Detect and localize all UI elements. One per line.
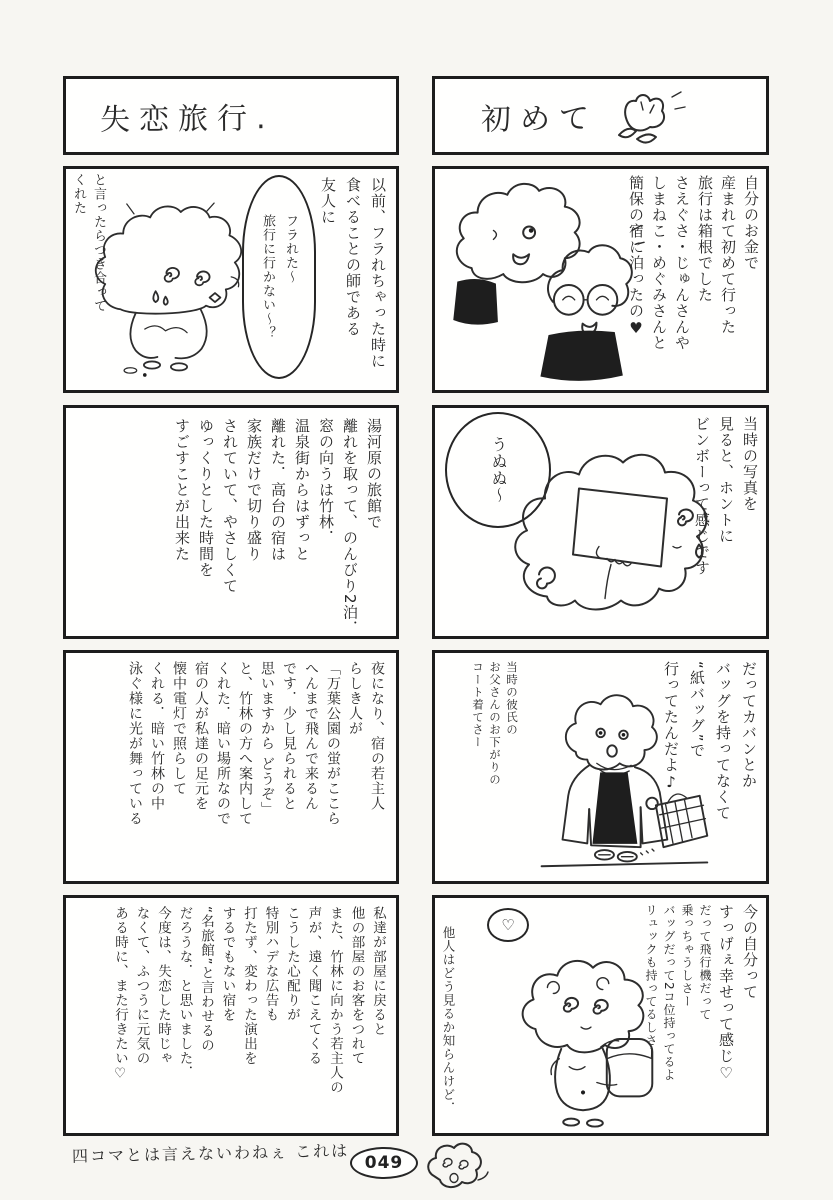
text-column: コート着てさー <box>471 661 485 749</box>
text-column: 家族だけで切り盛り <box>245 418 263 562</box>
panel-heartbreak-3 <box>63 650 399 884</box>
text-column: 旅行に行かない〜？ <box>260 214 275 340</box>
text-column: です．少し見られると <box>281 661 297 811</box>
paper-bag-kid-drawing <box>513 681 713 881</box>
heart-icon: ♡ <box>501 916 515 934</box>
text-column: 打たず、変わった演出を <box>241 906 257 1066</box>
photo-viewer-drawing <box>487 424 757 624</box>
text-column: ビンボーって感じです <box>693 416 711 576</box>
text-column: 当時の写真を <box>741 416 759 512</box>
text-column: 窓の向うは竹林． <box>317 418 335 546</box>
text-column: ゆっくりとした時間を <box>197 418 215 578</box>
tulip-icon <box>614 89 684 143</box>
panel-l2-narration <box>170 418 386 637</box>
text-column: と言ったらつき合って <box>91 173 106 313</box>
panel-l1-bubble-text <box>256 214 302 340</box>
text-column: お父さんのお下がりの <box>488 661 502 786</box>
panel-heartbreak-4 <box>63 895 399 1136</box>
text-column: くれる．暗い竹林の中 <box>149 661 165 811</box>
text-column: “名旅館”と言わせるの <box>198 906 214 1053</box>
text-column: 他の部屋のお客をつれて <box>348 906 365 1066</box>
text-column: だって飛行機だって <box>698 904 712 1021</box>
page-number: 049 <box>364 1153 404 1173</box>
text-column: 特別ハデな広告も <box>262 906 279 1022</box>
panel-firsttrip-3 <box>432 650 769 884</box>
text-column: 友人に <box>319 177 337 225</box>
text-column: 簡保の宿に泊ったの♥ <box>627 175 645 338</box>
text-column: バッグを持ってなくて <box>714 661 732 821</box>
text-column: バッグだって2コ位持ってるよ <box>662 904 676 1082</box>
panel-heartbreak-1 <box>63 166 399 393</box>
text-column: 見ると、ホントに <box>717 416 735 544</box>
text-column: 泳ぐ様に光が舞っている <box>127 661 143 826</box>
text-column: くれた <box>71 173 86 215</box>
text-column: 行ってたんだよ♪ <box>662 661 680 792</box>
text-column: と、竹林の方へ案内して <box>237 661 253 826</box>
text-column: 懐中電灯で照らして <box>171 661 187 796</box>
text-column: フラれた〜 <box>283 214 298 284</box>
panel-firsttrip-4 <box>432 895 769 1136</box>
text-column: こうした心配りが <box>284 906 300 1022</box>
text-column: 今度は、失恋した時じゃ <box>155 906 171 1066</box>
text-column: 湯河原の旅館で <box>365 418 383 530</box>
text-column: さえぐさ・じゅんさんや <box>673 175 691 351</box>
text-column: 当時の彼氏の <box>505 661 519 736</box>
text-column: 旅行は箱根でした <box>696 175 714 303</box>
title-box-left <box>63 76 399 155</box>
text-column: 宿の人が私達の足元を <box>193 661 209 811</box>
text-column: 夜になり、宿の若主人 <box>369 661 385 811</box>
text-column: するでもない宿を <box>219 906 236 1022</box>
text-column: されていて、やさしくて <box>221 418 239 594</box>
text-column: 離れた．高台の宿は <box>269 418 287 562</box>
page-number-badge <box>350 1147 418 1179</box>
text-column: 今の自分って <box>741 904 759 1000</box>
text-column: 「万葉公園の蛍がここら <box>325 661 341 826</box>
two-friends-drawing <box>437 173 647 391</box>
title-box-right <box>432 76 769 155</box>
text-column: 離れを取って、のんびり2泊． <box>341 418 359 637</box>
text-column: “紙バッグ”で <box>688 661 706 759</box>
title-right: 初めて <box>480 100 599 138</box>
panel-l4-narration <box>109 906 389 1095</box>
text-column: 自分のお金で <box>742 175 760 271</box>
panel-l3-narration <box>124 661 388 826</box>
text-column: また、竹林に向かう若主人の <box>327 906 343 1095</box>
text-column: すごすことが出来た <box>173 418 191 562</box>
panel-heartbreak-2 <box>63 405 399 639</box>
text-column: 思いますから どうぞ」 <box>259 661 275 817</box>
text-column: 産まれて初めて行った <box>719 175 737 335</box>
text-column: すっげぇ幸せって感じ♡ <box>717 904 735 1083</box>
text-column: 乗っちゃうしさー <box>680 904 694 1008</box>
text-column: 以前、フラれちゃった時に <box>369 177 387 369</box>
panel-r4-side-note <box>439 926 457 1115</box>
text-column: 他人はどう見るか知らんけど． <box>441 926 456 1115</box>
text-column: へんまで飛んで来るん <box>303 661 319 811</box>
panel-r4-heart-bubble <box>487 908 529 942</box>
panel-firsttrip-2 <box>432 405 769 639</box>
text-column: 食べることの師である <box>344 177 362 337</box>
text-column: だってカバンとか <box>740 661 758 789</box>
text-column: しまねこ・めぐみさんと <box>650 175 668 351</box>
text-column: うぬぬ〜 <box>489 436 508 504</box>
text-column: らしき人が <box>347 661 363 736</box>
panel-firsttrip-1 <box>432 166 769 393</box>
footer-face-doodle <box>420 1138 492 1196</box>
footer-note: 四コマとは言えないわねぇ これは <box>71 1141 350 1166</box>
text-column: なくて、ふつうに元気の <box>133 906 150 1066</box>
text-column: ある時に、また行きたい♡ <box>112 906 128 1083</box>
text-column: 私達が部屋に戻ると <box>370 906 386 1037</box>
crying-character-drawing <box>80 191 260 387</box>
text-column: 声が、遠く聞こえてくる <box>305 906 322 1066</box>
backpack-character-drawing <box>491 944 681 1132</box>
text-column: リュックも持ってるしさー <box>644 904 658 1060</box>
text-column: くれた．暗い場所なので <box>215 661 231 826</box>
title-left: 失恋旅行. <box>99 100 275 138</box>
panel-l1-narration <box>315 177 390 369</box>
text-column: 温泉街からはずっと <box>293 418 311 562</box>
text-column: だろうな．と思いました． <box>176 906 193 1080</box>
